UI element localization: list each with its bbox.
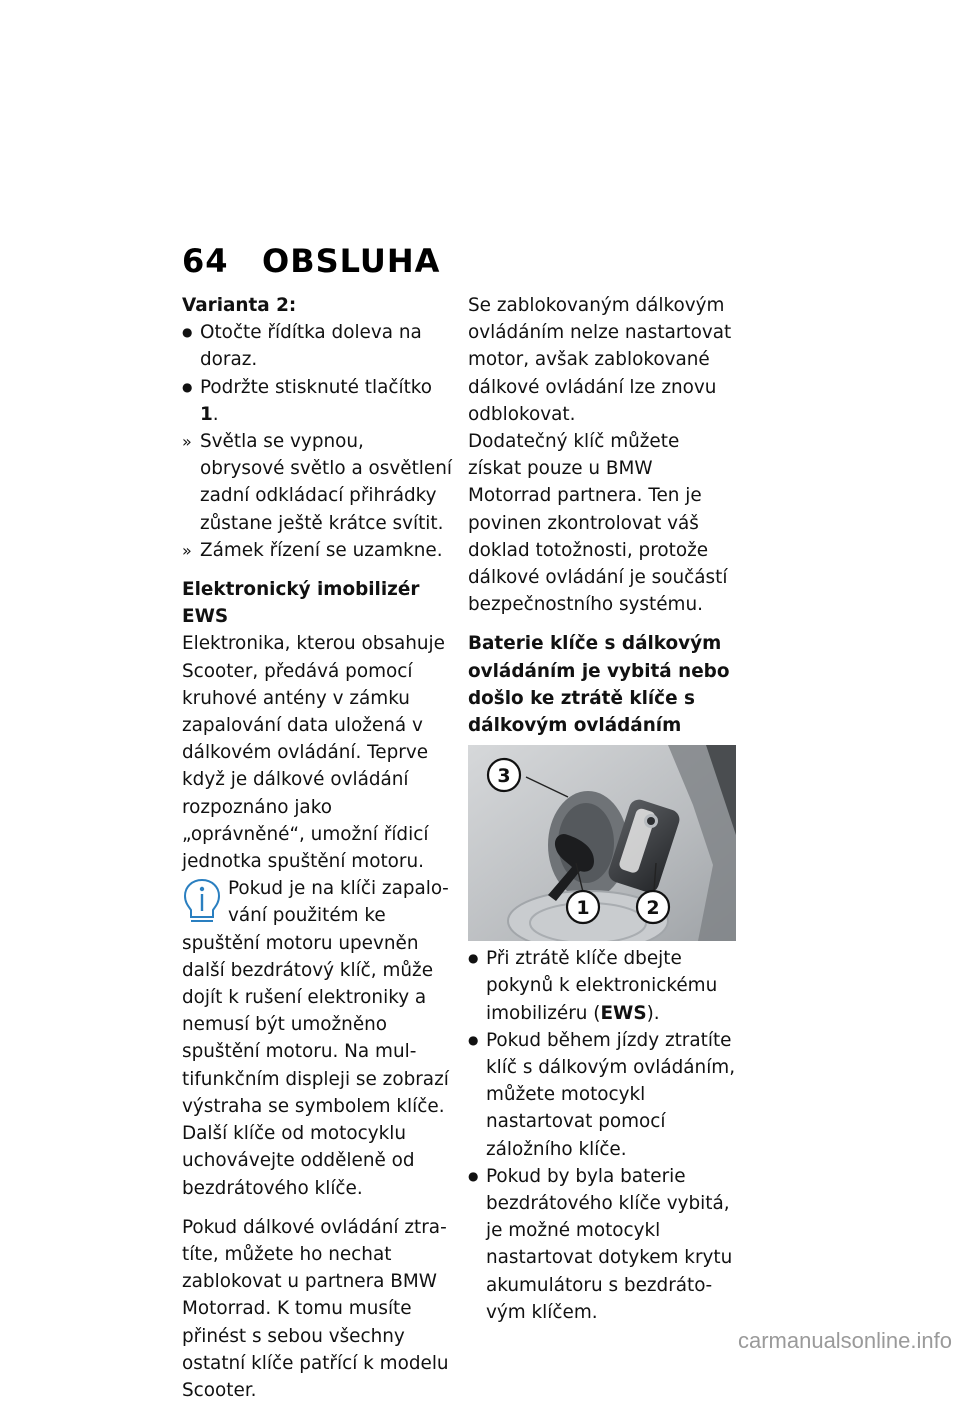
step-item — [182, 374, 452, 428]
button-reference: 1 — [200, 403, 213, 425]
result-text: Světla se vypnou, obrysové světlo a osvětlení zadní odkládací přihrádky zůstane ještě krátce svítit. — [200, 431, 452, 534]
result-item — [182, 537, 452, 564]
key-figure-image — [468, 745, 736, 941]
left-column — [182, 292, 452, 1404]
callout-3: 3 — [497, 765, 511, 788]
page-number: 64 — [182, 242, 229, 280]
page-header — [182, 242, 440, 282]
instruction-text: Při ztrátě klíče dbejte pokynů k elektronickému imobilizéru ( — [486, 948, 718, 1024]
paragraph-separate-keys: Další klíče od motocyklu uchovávejte odděleně od bezdrátového klíče. — [182, 1123, 415, 1199]
info-icon — [182, 877, 222, 923]
bullet-icon: ● — [468, 1168, 479, 1183]
instruction-item — [468, 1163, 736, 1326]
bullet-icon: ● — [468, 1032, 479, 1047]
result-arrow-icon: » — [182, 432, 192, 452]
result-text: Zámek řízení se uzamkne. — [200, 539, 443, 561]
bullet-icon: ● — [468, 951, 479, 966]
instruction-item — [468, 1027, 736, 1163]
callout-1: 1 — [576, 897, 590, 920]
instruction-item — [468, 945, 736, 1027]
ews-reference: EWS — [600, 1002, 647, 1024]
instruction-suffix: ). — [646, 1002, 660, 1024]
section-title: OBSLUHA — [262, 242, 441, 280]
paragraph-blocked-remote: Se zablokovaným dálkovým ovládáním nelze nastartovat motor, avšak zablokované dálkové ovládání lze znovu odblokovat. — [468, 295, 732, 425]
result-item — [182, 428, 452, 537]
step-suffix: . — [212, 403, 219, 425]
note-text: Pokud je na klíči zapalování použitém ke spuštění motoru upevněn další bezdrátový klíč, může dojít k rušení elektroniky a nemusí být umožněno spuštění motoru. Na multifunkčním displeji se zobrazí výstraha se symbolem klíče. — [182, 878, 449, 1117]
ews-heading: Elektronický imobilizér EWS — [182, 579, 420, 628]
paragraph-additional-key: Dodatečný klíč můžete získat pouze u BMW Motorrad partnera. Ten je povinen zkontrolovat váš doklad totožnosti, protože dálkové ovládání je součástí bezpečnostního systému. — [468, 431, 728, 616]
bullet-icon: ● — [182, 379, 193, 394]
step-text: Otočte řídítka doleva na doraz. — [200, 322, 422, 371]
result-arrow-icon: » — [182, 540, 192, 560]
battery-heading: Baterie klíče s dálkovým ovládáním je vybitá nebo došlo ke ztrátě klíče s dálkovým ovládáním — [468, 633, 730, 737]
instruction-text: Pokud by byla baterie bezdrátového klíče vybitá, je možné motocykl nastartovat dotykem krytu akumulátoru s bezdrátovým klíčem. — [486, 1165, 733, 1323]
instruction-text: Pokud během jízdy ztratíte klíč s dálkovým ovládáním, můžete motocykl nastartovat pomocí záložního klíče. — [486, 1029, 736, 1160]
step-list — [182, 319, 452, 564]
battery-instructions-list — [468, 945, 736, 1326]
step-text: Podržte stisknuté tlačítko — [200, 376, 433, 398]
info-note — [182, 875, 452, 1120]
ews-paragraph: Elektronika, kterou obsahuje Scooter, předává pomocí kruhové antény v zámku zapalování data uložená v dálkovém ovládání. Teprve když je dálkové ovládání rozpoznáno jako „oprávněné“, umožní řídicí jednotka spuštění motoru. — [182, 633, 445, 873]
step-item — [182, 319, 452, 373]
bullet-icon: ● — [182, 325, 193, 340]
right-column — [468, 292, 736, 1326]
paragraph-lost-key: Pokud dálkové ovládání ztratíte, můžete ho nechat zablokovat u partnera BMW Motorrad. K tomu musíte přinést s sebou všechny ostatní klíče patřící k modelu Scooter. — [182, 1216, 449, 1401]
callout-2: 2 — [646, 897, 660, 920]
watermark: carmanualsonline.info — [737, 1328, 952, 1353]
variant-heading: Varianta 2: — [182, 295, 297, 316]
